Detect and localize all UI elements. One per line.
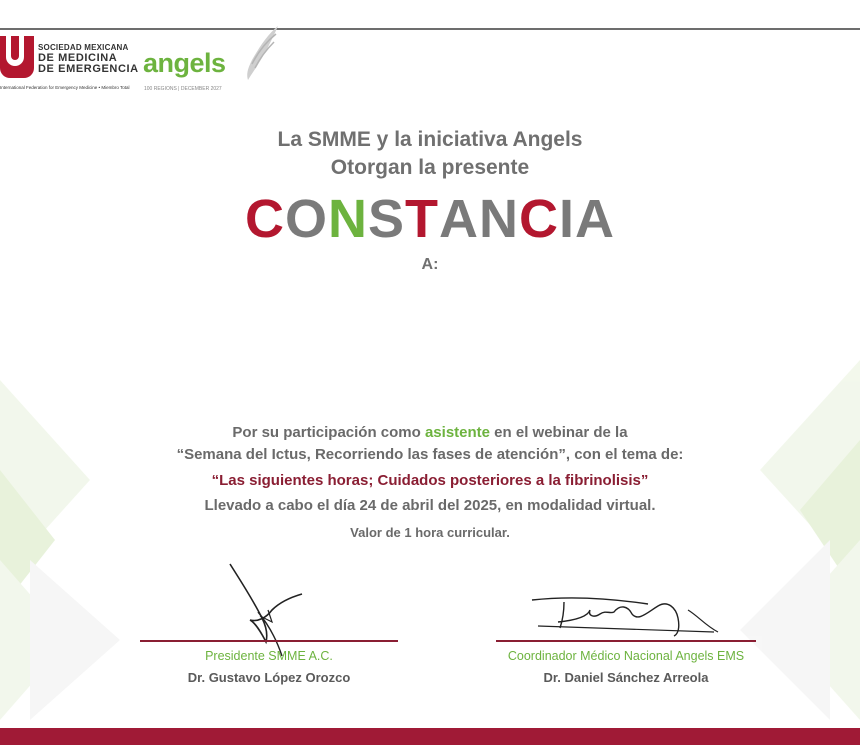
- certificate-title: [0, 188, 860, 250]
- credit-line: Valor de 1 hora curricular.: [350, 525, 510, 540]
- participation-line: [0, 424, 860, 441]
- title-letter: A: [575, 189, 616, 249]
- header-line1: La SMME y la iniciativa Angels: [277, 128, 583, 151]
- title-letter: C: [519, 189, 560, 249]
- header-line2: Otorgan la presente: [330, 156, 530, 179]
- smme-logo-text: [38, 42, 139, 75]
- topic-line: “Las siguientes horas; Cuidados posteriores a la fibrinolisis”: [211, 472, 649, 489]
- date-line: Llevado a cabo el día 24 de abril del 2025, en modalidad virtual.: [204, 497, 656, 514]
- left-signature-scribble: [210, 560, 320, 660]
- title-letter: T: [405, 189, 440, 249]
- smme-emblem-icon: [0, 36, 34, 78]
- webinar-line: “Semana del Ictus, Recorriendo las fases de atención”, con el tema de:: [176, 446, 684, 463]
- title-letter: N: [327, 189, 368, 249]
- title-letter: S: [367, 189, 406, 249]
- title-letter: O: [284, 189, 328, 249]
- angels-wordmark: angels: [143, 48, 226, 78]
- right-signer-name: Dr. Daniel Sánchez Arreola: [543, 670, 709, 685]
- smme-logo: [0, 34, 140, 94]
- participation-post: en el webinar de la: [490, 424, 628, 441]
- smme-line1: SOCIEDAD MEXICANA: [38, 43, 129, 52]
- angels-logo: [143, 34, 283, 94]
- participation-role: asistente: [424, 424, 491, 441]
- left-signer-name: Dr. Gustavo López Orozco: [187, 670, 351, 685]
- smme-line3: DE EMERGENCIA: [38, 63, 139, 75]
- right-signature-line: [496, 640, 756, 642]
- smme-tagline: International Federation for Emergency Medicine • Miembro Total: [0, 85, 130, 90]
- right-signer-role: Coordinador Médico Nacional Angels EMS: [507, 649, 745, 663]
- title-letter: I: [559, 189, 576, 249]
- title-letter: C: [244, 189, 285, 249]
- smme-line2: DE MEDICINA: [38, 52, 118, 64]
- title-letter: A: [439, 189, 480, 249]
- title-letter: N: [479, 189, 520, 249]
- angels-subtitle: 100 REGIONS | DECEMBER 2027: [144, 86, 222, 92]
- footer-bar: [0, 728, 860, 745]
- top-rule: [0, 28, 860, 30]
- right-signature-scribble: [528, 592, 728, 642]
- left-signature-line: [140, 640, 398, 642]
- recipient-label: A:: [421, 256, 439, 273]
- wing-icon: [238, 24, 283, 84]
- participation-pre: Por su participación como: [232, 424, 425, 441]
- left-signer-role: Presidente SMME A.C.: [205, 649, 333, 663]
